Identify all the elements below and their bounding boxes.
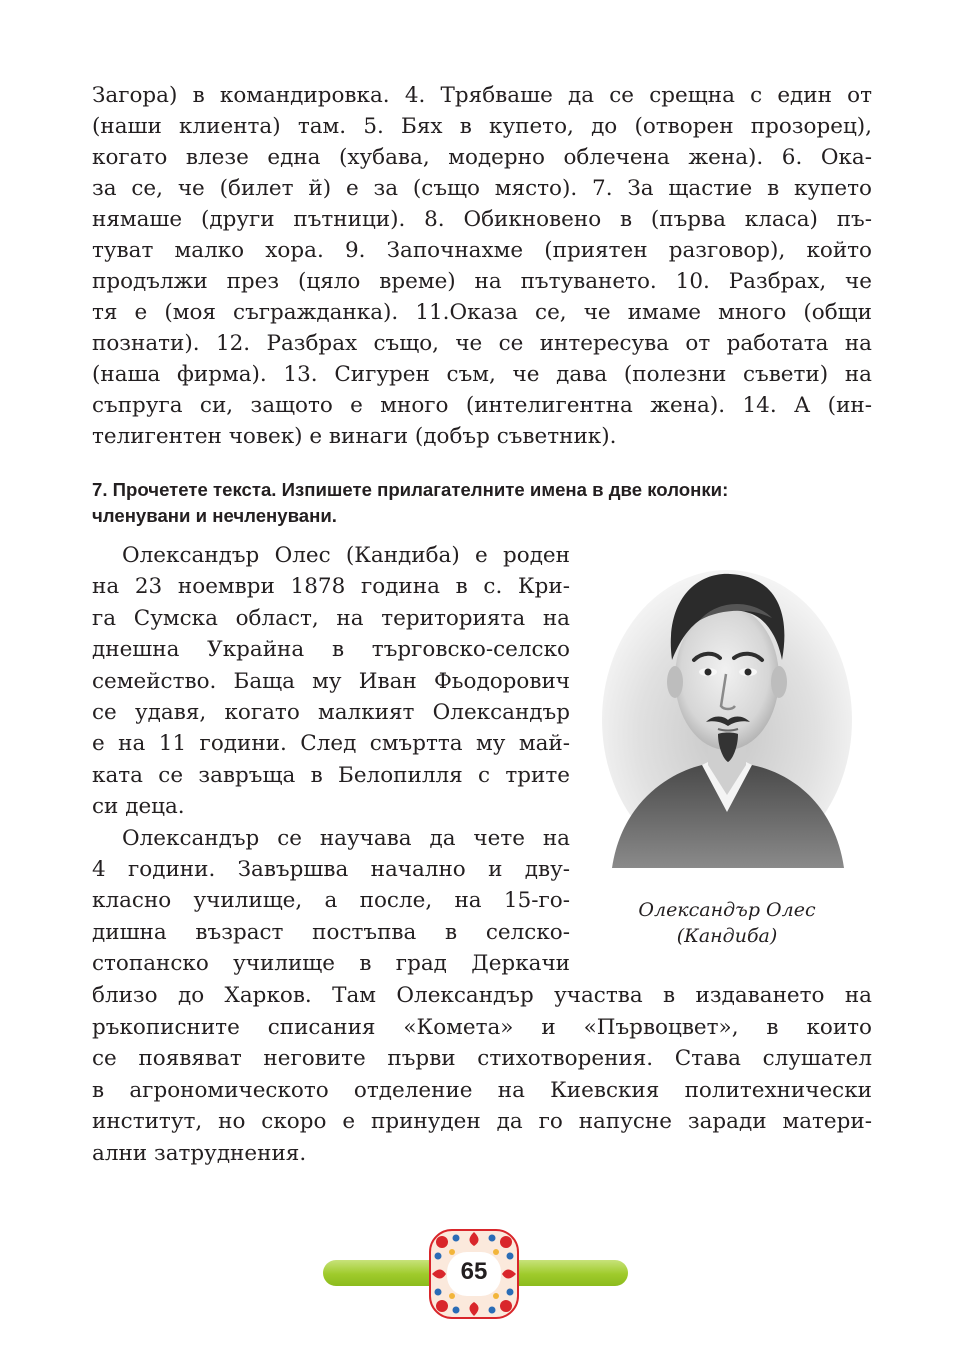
text-line: тя е (моя съгражданка). 11.Оказа се, че имаме много (общи bbox=[92, 300, 872, 325]
reading-column bbox=[92, 540, 570, 979]
text-line: семейство. Баща му Иван Фьодорович bbox=[92, 668, 570, 694]
caption-line: (Кандиба) bbox=[676, 925, 778, 947]
text-line: телигентен човек) е винаги (добър съветник). bbox=[92, 424, 617, 449]
text-line: се удавя, когато малкият Олександър bbox=[92, 699, 570, 725]
text-line: (наша фирма). 13. Сигурен съм, че дава (полезни съвети) на bbox=[92, 362, 872, 387]
reading-full-width bbox=[92, 980, 872, 1170]
text-line: съпруга си, защото е много (интелигентна жена). 14. А (ин- bbox=[92, 393, 872, 418]
text-line: за се, че (билет й) е за (също място). 7. За щастие в купето bbox=[92, 176, 872, 201]
text-line: институт, но скоро е принуден да го напусне заради матери- bbox=[92, 1109, 872, 1135]
text-line: стопанско училище в град Деркачи bbox=[92, 951, 570, 977]
text-line: 4 години. Завършва начално и дву- bbox=[92, 856, 570, 882]
text-line: класно училище, а после, на 15-го- bbox=[92, 888, 570, 914]
portrait-caption bbox=[602, 897, 852, 949]
text-line: Олександър Олес (Кандиба) е роден bbox=[122, 543, 570, 568]
text-line: ални затруднения. bbox=[92, 1140, 307, 1166]
text-line: близо до Харков. Там Олександър участва в издаването на bbox=[92, 983, 872, 1008]
text-line: в агрономическото отделение на Киевския политехнически bbox=[92, 1077, 872, 1103]
page-number: 65 bbox=[460, 1258, 488, 1285]
text-line: ръкописните списания «Комета» и «Първоцвет», в които bbox=[92, 1014, 872, 1040]
text-line: си деца. bbox=[92, 794, 185, 820]
text-line: Загора) в командировка. 4. Трябваше да се срещна с един от bbox=[92, 83, 872, 108]
text-line: нямаше (други пътници). 8. Обикновено в (първа класа) пъ- bbox=[92, 207, 872, 232]
caption-line: Олександър Олес bbox=[638, 899, 816, 921]
text-line: га Сумска област, на територията на bbox=[92, 605, 570, 631]
task-line: 7. Прочетете текста. Изпишете прилагателните имена в две колонки: bbox=[92, 479, 729, 500]
text-line: туват малко хора. 9. Започнахме (приятен разговор), който bbox=[92, 238, 872, 263]
text-line: на 23 ноември 1878 година в с. Кри- bbox=[92, 574, 570, 600]
portrait-image bbox=[602, 550, 852, 868]
text-line: познати). 12. Разбрах също, че се интересува от работата на bbox=[92, 331, 872, 356]
text-line: продължи през (цяло време) на пътуването. 10. Разбрах, че bbox=[92, 269, 872, 294]
text-line: днешна Украйна в търговско-селско bbox=[92, 637, 570, 663]
exercise-text bbox=[92, 80, 872, 452]
text-line: ката се завръща в Белопилля с трите bbox=[92, 762, 570, 788]
task-heading bbox=[92, 477, 872, 529]
text-line: (наши клиента) там. 5. Бях в купето, до (отворен прозорец), bbox=[92, 114, 872, 139]
text-line: дишна възраст постъпва в селско- bbox=[92, 919, 570, 945]
text-line: е на 11 години. След смъртта му май- bbox=[92, 731, 570, 757]
text-line: се появяват неговите първи стихотворения. Става слушател bbox=[92, 1046, 872, 1072]
text-line: когато влезе една (хубава, модерно облечена жена). 6. Ока- bbox=[92, 145, 872, 170]
task-line: членувани и нечленувани. bbox=[92, 505, 337, 526]
text-line: Олександър се научава да чете на bbox=[122, 825, 570, 851]
